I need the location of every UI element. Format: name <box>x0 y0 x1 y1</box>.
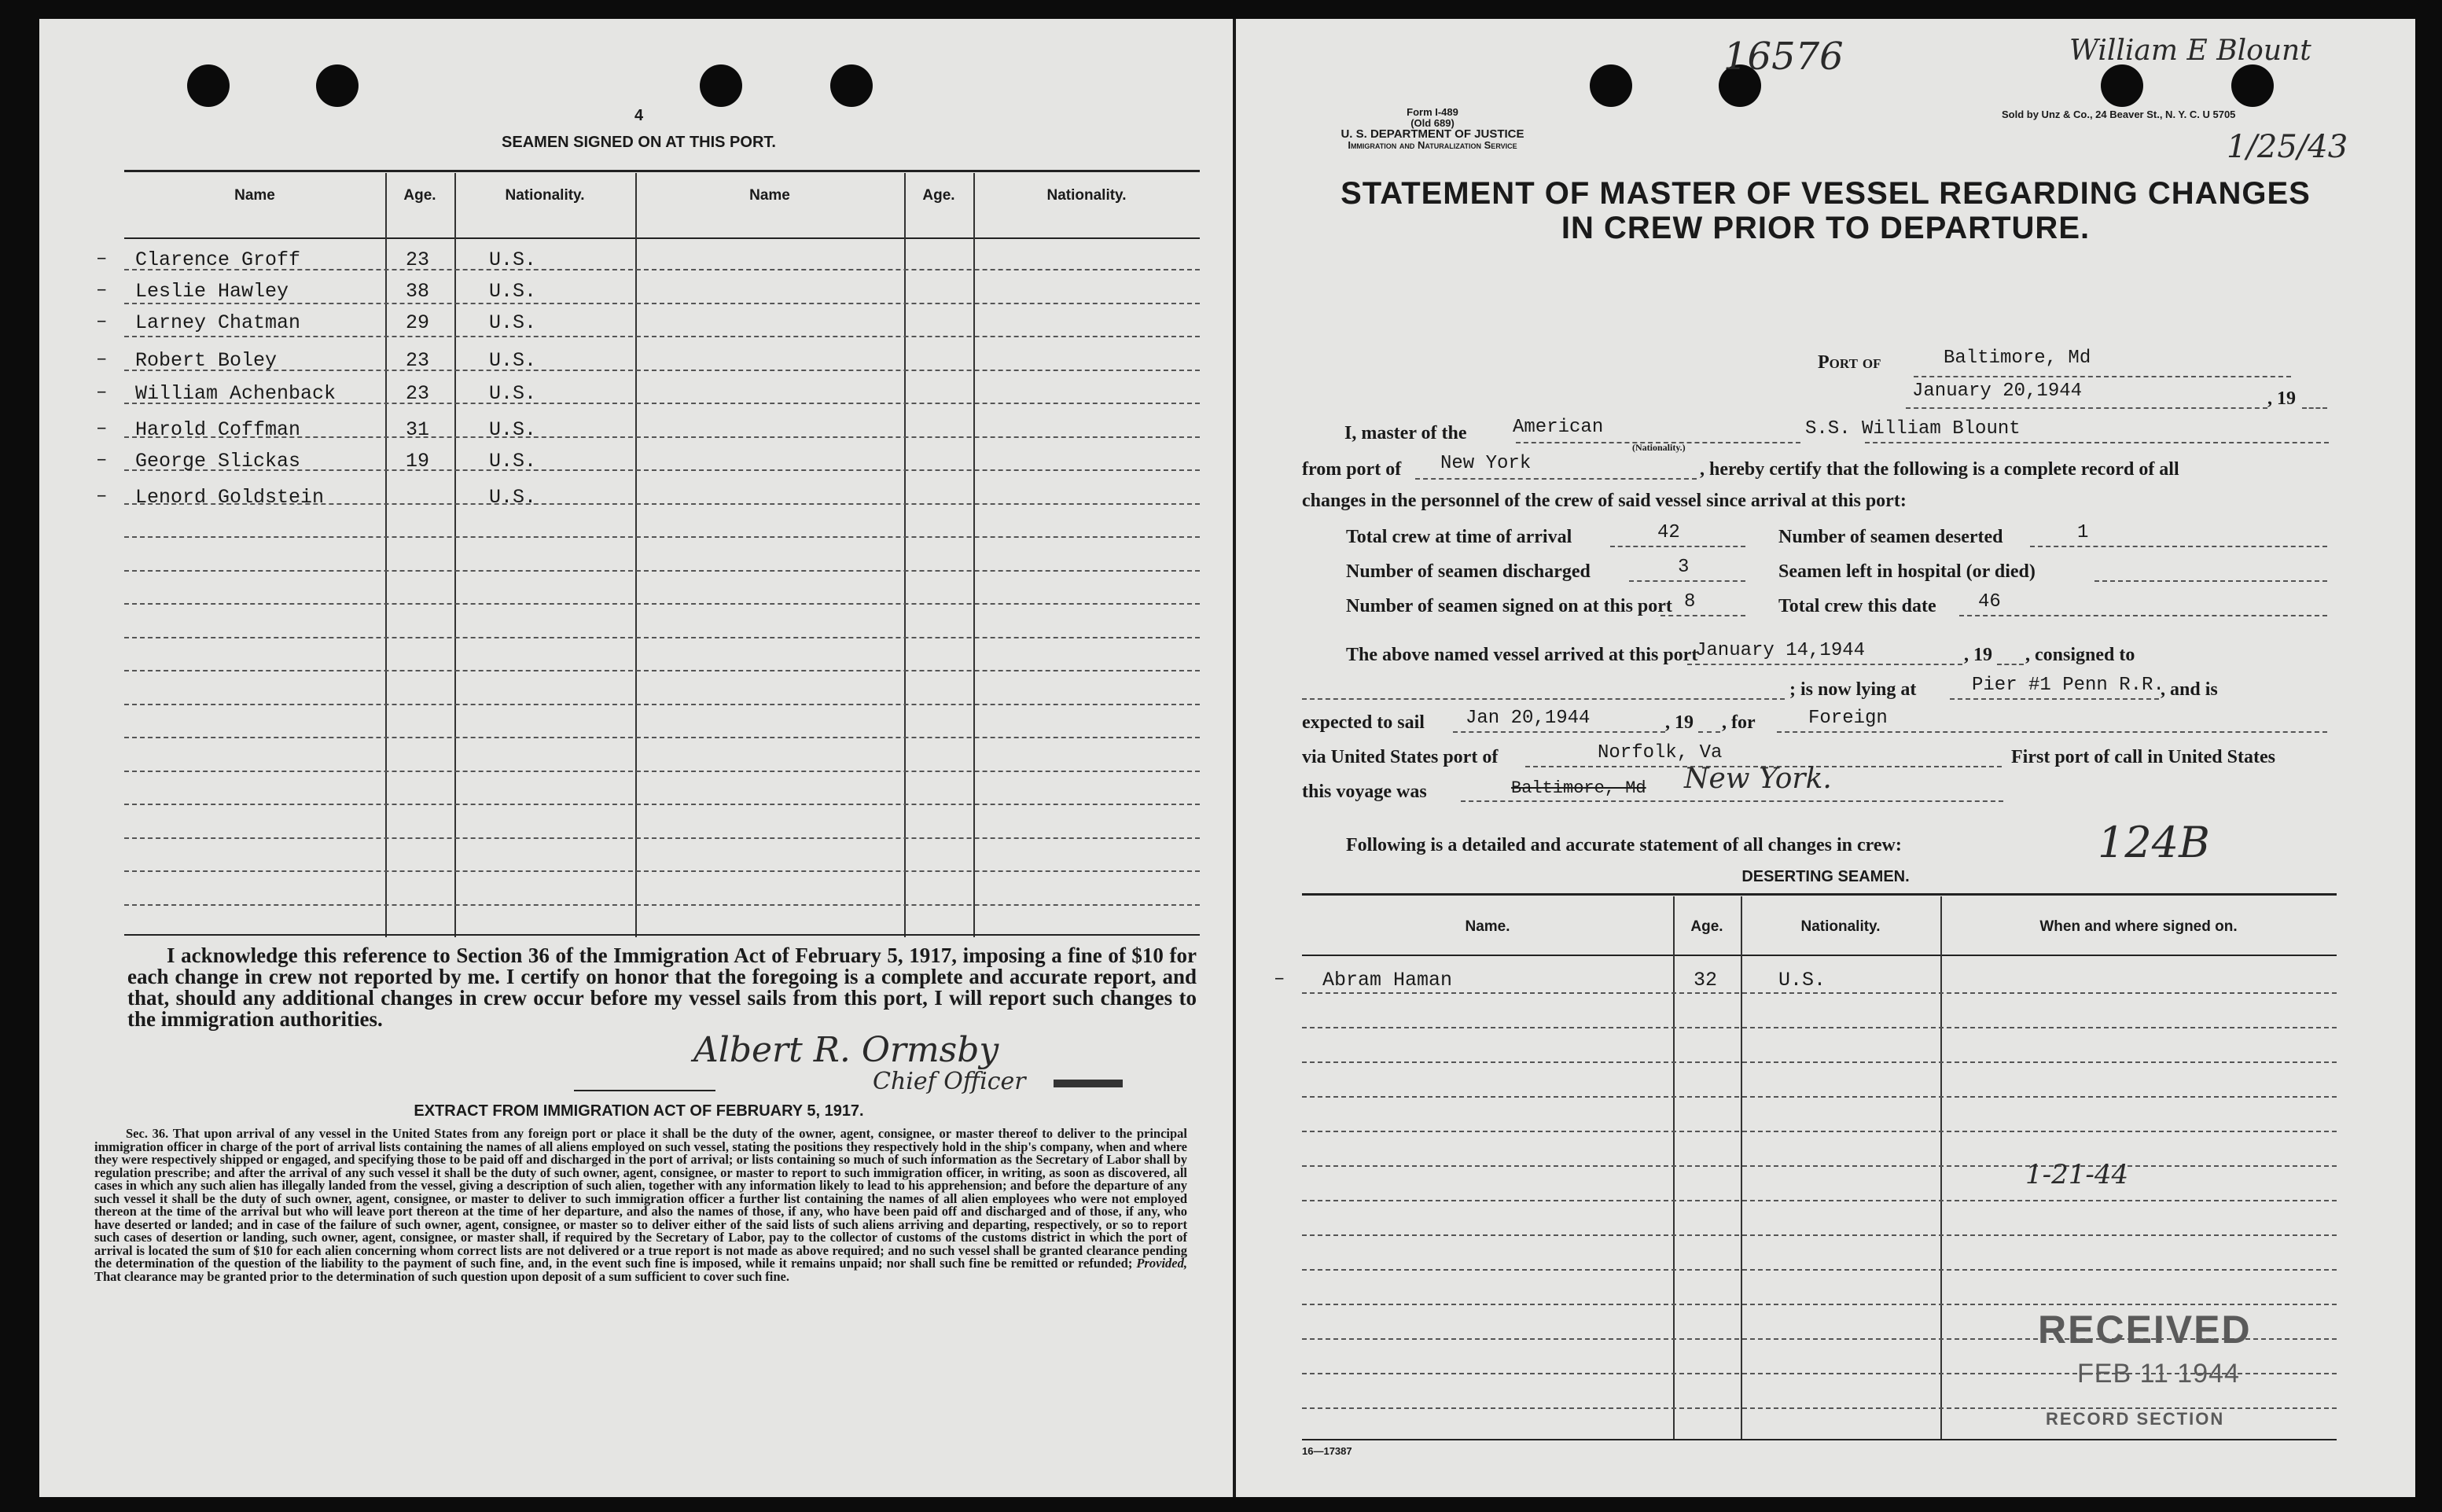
seaman-name: Leslie Hawley <box>135 280 289 303</box>
seaman-age: 31 <box>406 418 430 441</box>
ruled-line <box>124 904 1200 906</box>
section-heading: SEAMEN SIGNED ON AT THIS PORT. <box>502 134 776 151</box>
col-header-name: Name <box>749 187 790 204</box>
total-arrival-value: 42 <box>1657 522 1680 543</box>
via-value: Norfolk, Va <box>1598 742 1723 763</box>
ruled-line <box>1302 1304 2337 1305</box>
received-stamp-date: FEB 11 1944 <box>2077 1359 2240 1389</box>
signed-label: Number of seamen signed on at this port <box>1346 596 1672 616</box>
ruled-line <box>124 804 1200 805</box>
col-header-signed-on: When and where signed on. <box>2039 918 2238 935</box>
ruled-line <box>124 771 1200 772</box>
deserting-header-rule <box>1302 955 2337 956</box>
seaman-name: Clarence Groff <box>135 248 301 271</box>
punch-hole <box>2101 64 2143 107</box>
first-port-label: First port of call in United States <box>2011 747 2275 767</box>
arrived-year-underline <box>1997 664 2024 665</box>
total-arrival-underline <box>1610 546 1745 547</box>
for-value: Foreign <box>1808 708 1888 729</box>
deserter-name: Abram Haman <box>1322 969 1453 991</box>
extract-title: EXTRACT FROM IMMIGRATION ACT OF FEBRUARY 5, 1917. <box>414 1102 864 1120</box>
handwritten-note-date: 1-21-44 <box>2025 1159 2129 1190</box>
table-header-rule <box>124 237 1200 239</box>
vessel-underline <box>1865 442 2329 443</box>
ruled-line <box>124 370 1200 371</box>
column-divider <box>635 173 637 937</box>
seaman-name: Harold Coffman <box>135 418 301 441</box>
handwritten-code: 124B <box>2098 818 2210 867</box>
handwritten-vessel-name: William E Blount <box>2069 35 2311 67</box>
proviso-body: That clearance may be granted prior to the determination of such question upon deposit of a sum sufficient to cover such fine. <box>94 1268 789 1284</box>
deserter-age: 32 <box>1694 969 1718 991</box>
ruled-line <box>1302 1096 2337 1098</box>
col-header-nationality: Nationality. <box>1046 187 1127 204</box>
expected-year-underline <box>1698 731 1720 733</box>
ruled-line <box>124 737 1200 738</box>
signed-value: 8 <box>1684 591 1696 613</box>
punch-hole <box>2231 64 2274 107</box>
vessel-value: S.S. William Blount <box>1805 418 2021 440</box>
from-port-value: New York <box>1440 453 1532 474</box>
hospital-underline <box>2094 580 2327 582</box>
col-header-age: Age. <box>1690 918 1723 935</box>
title-line-1: STATEMENT OF MASTER OF VESSEL REGARDING CHANGES <box>1341 176 2311 211</box>
statute-text <box>94 1128 1187 1283</box>
handwritten-file-number: 16576 <box>1723 35 1844 79</box>
consignee-underline <box>1302 698 1785 700</box>
date-year-underline <box>2302 407 2327 409</box>
nationality-caption: (Nationality.) <box>1632 442 1686 453</box>
deserting-heading: DESERTING SEAMEN. <box>1741 868 1910 885</box>
master-prefix: I, master of the <box>1344 423 1467 443</box>
seaman-name: Larney Chatman <box>135 311 301 334</box>
acknowledgment-text: I acknowledge this reference to Section 36 of the Immigration Act of February 5, 1917, imposing a fine of $10 for each change in crew not reported by me. I certify on honor that the foregoing is a complete and accurate report, and that, should any additional changes in crew occur before my vessel sails from this port, I will report such changes to the immigration authorities. <box>127 944 1197 1031</box>
deserting-table-top <box>1302 893 2337 896</box>
seaman-age: 19 <box>406 450 430 473</box>
ruled-line <box>1302 1234 2337 1236</box>
nationality-value: American <box>1513 417 1604 438</box>
deserted-underline <box>2030 546 2327 547</box>
seaman-nationality: U.S. <box>489 450 537 473</box>
port-label: Port of <box>1818 352 1881 373</box>
date-suffix: , 19 <box>2267 388 2296 409</box>
from-port-underline <box>1415 478 1697 480</box>
deserted-value: 1 <box>2077 522 2089 543</box>
punch-hole <box>700 64 742 107</box>
punch-hole <box>1590 64 1632 107</box>
expected-value: Jan 20,1944 <box>1466 708 1591 729</box>
service: Immigration and Naturalization Service <box>1348 139 1517 151</box>
ruled-line <box>1302 1027 2337 1028</box>
column-divider <box>1940 896 1942 1439</box>
left-page: 4 SEAMEN SIGNED ON AT THIS PORT. Name Age. Nationality. Name Age. Nationality. – Clarence Groff 23 U.S. – Leslie Hawley 38 U.S. – Larney Chatman 29 U.S. – Robert Boley 23 U.S. – William Achenback 23 U.S. – Harold Coffman 31 U.S. – George Slickas 19 U.S. – Lenord Goldstein U.S. I acknowledge this reference to Section 36 of the Immigration Act of February 5, 1917, imposing a fine of $10 for each change in crew not reported by me. I certify on honor that the foregoing is a complete and accurate report, and that, should any additional changes in crew occur before my vessel sails from this port, I will report such changes to the immigration authorities. Albert R. Ormsby Chief Officer EXTRACT FROM IMMIGRATION ACT OF FEBRUARY 5, 1917. Sec. 36. That upon arrival of any vessel in the United States from any foreign port or place it shall be the duty of the owner, agent, consignee, or master thereof to deliver to the principal immigration officer in charge of the port of arrival lists containing the names of all aliens employed on such vessel, stating the positions they respectively hold in the ship's company, when and where they were respectively shipped or engaged, and specifying those to be paid off and discharged in the port of arrival; or lists containing so much of such information as the Secretary of Labor shall by regulation prescribe; and after the arrival of any such vessel it shall be the duty of such owner, agent, consignee, or master to report to such immigration officer, in writing, as soon as discovered, all cases in which any such alien has illegally landed from the vessel, giving a description of such alien, together with any information likely to lead to his apprehension; and before the departure of any such vessel it shall be the duty of such owner, agent, consignee, or master to deliver to such immigration officer a further list containing the names of all alien employees who were not employed thereon at the time of the arrival but who will leave port thereon at the time of her departure, and also the names of those, if any, who have been paid off and discharged and of those, if any, who have deserted or landed; and in case of the failure of such owner, agent, consignee, or master so to deliver either of the said lists of such aliens arriving and departing, respectively, or so to report such cases of desertion or landing, such owner, agent, consignee, or master shall, if required by the Secretary of Labor, pay to the collector of customs of the customs district in which the port of arrival is located the sum of $10 for each alien concerning whom correct lists are not delivered or a true report is not made as above required; and no such vessel shall be granted clearance pending the determination of the question of the liability to the payment of such fine, and, in the event such fine is imposed, while it remains unpaid; nor shall such fine be remitted or refunded; Provided, That clearance may be granted prior to the determination of such question upon deposit of a sum sufficient to cover such fine. <box>39 19 1238 1497</box>
ruled-line <box>124 570 1200 572</box>
ruled-line <box>1302 992 2337 994</box>
section-body: That upon arrival of any vessel in the United States from any foreign port or place it shall be the duty of the owner, agent, consignee, or master thereof to deliver to the principal immigration officer in charge of the port of arrival lists containing the names of all aliens employed on such vessel, stating the positions they respectively hold in the ship's company, when and where they were respectively shipped or engaged, and specifying those to be paid off and discharged in the port of arrival; or lists containing so much of such information as the Secretary of Labor shall by regulation prescribe; and after the arrival of any such vessel it shall be the duty of such owner, agent, consignee, or master to report to such immigration officer, in writing, as soon as discovered, all cases in which any such alien has illegally landed from the vessel, giving a description of such alien, together with any information likely to lead to his apprehension; and before the departure of any such vessel it shall be the duty of such owner, agent, consignee, or master to deliver to such immigration officer a further list containing the names of all alien employees who were not employed thereon at the time of the arrival but who will leave port thereon at the time of her departure, and also the names of those, if any, who have been paid off and discharged and of those, if any, who have deserted or landed; and in case of the failure of such owner, agent, consignee, or master so to deliver either of the said lists of such aliens arriving and departing, respectively, or so to report such cases of desertion or landing, such owner, agent, consignee, or master shall, if required by the Secretary of Labor, pay to the collector of customs of the customs district in which the port of arrival is located the sum of $10 for each alien concerning whom correct lists are not delivered or a true report is not made as above required; and no such vessel shall be granted clearance pending the determination of the question of the liability to the payment of such fine, and, in the event such fine is imposed, while it remains unpaid; nor shall such fine be remitted or refunded; <box>94 1126 1188 1271</box>
ruled-line <box>124 670 1200 671</box>
seaman-nationality: U.S. <box>489 418 537 441</box>
ruled-line <box>124 336 1200 337</box>
column-divider <box>385 173 387 937</box>
lying-label: ; is now lying at <box>1789 679 1917 700</box>
column-divider <box>1741 896 1742 1439</box>
printer-credit: Sold by Unz & Co., 24 Beaver St., N. Y. C. U 5705 <box>2002 109 2236 120</box>
expected-label: expected to sail <box>1302 712 1425 733</box>
column-divider <box>454 173 456 937</box>
ruled-line <box>124 704 1200 705</box>
total-arrival-label: Total crew at time of arrival <box>1346 527 1572 547</box>
record-section-stamp: RECORD SECTION <box>2046 1409 2225 1429</box>
ruled-line <box>1302 1165 2337 1167</box>
ruled-line <box>1302 1061 2337 1063</box>
voyage-label: this voyage was <box>1302 782 1427 802</box>
seaman-age: 29 <box>406 311 430 334</box>
expected-suffix: , 19 <box>1665 712 1694 733</box>
date-underline <box>1906 407 2267 409</box>
received-stamp: RECEIVED <box>2038 1308 2252 1352</box>
handwritten-date: 1/25/43 <box>2227 129 2348 165</box>
col-header-nationality: Nationality. <box>505 187 585 204</box>
title-line-2: IN CREW PRIOR TO DEPARTURE. <box>1561 211 2091 245</box>
seaman-nationality: U.S. <box>489 486 537 509</box>
ruled-line <box>1302 1131 2337 1132</box>
voyage-handwritten-value: New York. <box>1684 763 1832 795</box>
col-header-age: Age. <box>403 187 436 204</box>
ruled-line <box>124 637 1200 638</box>
seaman-age: 23 <box>406 382 430 405</box>
ruled-line <box>124 303 1200 304</box>
right-page: 16576 William E Blount 1/25/43 Form I-489 (Old 689) U. S. DEPARTMENT OF JUSTICE Immigration and Naturalization Service Sold by Unz & Co., 24 Beaver St., N. Y. C. U 5705 STATEMENT OF MASTER OF VESSEL REGARDING CHANGES IN CREW PRIOR TO DEPARTURE. Port of Baltimore, Md January 20,1944 , 19 I, master of the American (Nationality.) S.S. William Blount from port of New York , hereby certify that the following is a complete record of all changes in the personnel of the crew of said vessel since arrival at this port: Total crew at time of arrival 42 Number of seamen deserted 1 Number of seamen discharged 3 Seamen left in hospital (or died) Number of seamen signed on at this port 8 Total crew this date 46 The above named vessel arrived at this port January 14,1944 , 19 , consigned to ; is now lying at Pier #1 Penn R.R. , and is expected to sail Jan 20,1944 , 19 , for Foreign via United States port of Norfolk, Va First port of call in United States this voyage was Baltimore, Md New York. Following is a detailed and accurate statement of all changes in crew: 124B DESERTING SEAMEN. Name. Age. Nationality. When and where signed on. – Abram Haman 32 U.S. 1-21-44 RECEIVED FEB 11 1944 RECORD SECTION 16—17387 <box>1233 19 2415 1497</box>
date-value: January 20,1944 <box>1912 381 2083 402</box>
for-label: , for <box>1722 712 1756 733</box>
footer-code: 16—17387 <box>1302 1445 1352 1457</box>
from-port-label: from port of <box>1302 459 1402 480</box>
column-divider <box>904 173 906 937</box>
table-top-rule <box>124 170 1200 172</box>
proviso-label: Provided, <box>1136 1256 1187 1271</box>
total-date-underline <box>1959 615 2327 616</box>
signed-underline <box>1660 615 1745 616</box>
port-value: Baltimore, Md <box>1944 348 2091 369</box>
form-id: Form I-489 <box>1407 106 1458 118</box>
seaman-age: 23 <box>406 248 430 271</box>
signature-line <box>574 1090 715 1091</box>
punch-hole <box>187 64 230 107</box>
table-bottom-rule <box>124 934 1200 936</box>
expected-underline <box>1453 731 1665 733</box>
seaman-name: Lenord Goldstein <box>135 486 325 509</box>
column-divider <box>1673 896 1675 1439</box>
punch-hole <box>830 64 873 107</box>
page-number: 4 <box>634 107 644 124</box>
form-title <box>1283 176 2368 245</box>
via-label: via United States port of <box>1302 747 1499 767</box>
arrived-value: January 14,1944 <box>1695 640 1866 661</box>
seaman-name: William Achenback <box>135 382 337 405</box>
deserting-table-bottom <box>1302 1439 2337 1440</box>
seaman-nationality: U.S. <box>489 311 537 334</box>
consigned-label: , consigned to <box>2025 645 2135 665</box>
signature-title: Chief Officer <box>873 1068 1026 1095</box>
col-header-name: Name. <box>1465 918 1510 935</box>
redaction-mark <box>1054 1080 1123 1087</box>
col-header-name: Name <box>234 187 275 204</box>
voyage-struck-value: Baltimore, Md <box>1511 778 1646 798</box>
punch-hole <box>316 64 359 107</box>
ruled-line <box>1302 1200 2337 1201</box>
seaman-nationality: U.S. <box>489 248 537 271</box>
seaman-age: 23 <box>406 349 430 372</box>
signature: Albert R. Ormsby <box>693 1030 999 1070</box>
arrived-underline <box>1687 664 1962 665</box>
deserter-nationality: U.S. <box>1778 969 1826 991</box>
ruled-line <box>124 603 1200 605</box>
seaman-nationality: U.S. <box>489 382 537 405</box>
arrived-suffix: , 19 <box>1964 645 1992 665</box>
changes-text: changes in the personnel of the crew of said vessel since arrival at this port: <box>1302 491 1907 511</box>
lying-underline <box>1950 698 2159 700</box>
port-underline <box>1914 376 2291 377</box>
section-label: Sec. 36. <box>126 1126 169 1141</box>
following-text: Following is a detailed and accurate statement of all changes in crew: <box>1346 835 1902 855</box>
column-divider <box>973 173 975 937</box>
col-header-age: Age. <box>922 187 955 204</box>
ruled-line <box>124 870 1200 872</box>
arrived-label: The above named vessel arrived at this port <box>1346 645 1698 665</box>
and-is-text: , and is <box>2161 679 2218 700</box>
seaman-name: George Slickas <box>135 450 301 473</box>
seaman-nationality: U.S. <box>489 349 537 372</box>
voyage-underline <box>1461 800 2003 802</box>
lying-value: Pier #1 Penn R.R. <box>1972 675 2164 696</box>
ruled-line <box>124 536 1200 538</box>
for-underline <box>1777 731 2327 733</box>
seaman-name: Robert Boley <box>135 349 278 372</box>
certify-text: , hereby certify that the following is a complete record of all <box>1700 459 2179 480</box>
seaman-nationality: U.S. <box>489 280 537 303</box>
deserted-label: Number of seamen deserted <box>1778 527 2003 547</box>
discharged-label: Number of seamen discharged <box>1346 561 1591 582</box>
discharged-value: 3 <box>1678 557 1690 578</box>
seaman-age: 38 <box>406 280 430 303</box>
hospital-label: Seamen left in hospital (or died) <box>1778 561 2036 582</box>
department: U. S. DEPARTMENT OF JUSTICE <box>1341 127 1524 141</box>
ruled-line <box>1302 1269 2337 1271</box>
form-header <box>1283 107 1582 151</box>
total-date-value: 46 <box>1978 591 2001 613</box>
total-date-label: Total crew this date <box>1778 596 1936 616</box>
ruled-line <box>124 837 1200 839</box>
col-header-nationality: Nationality. <box>1800 918 1881 935</box>
discharged-underline <box>1629 580 1745 582</box>
form-old: (Old 689) <box>1410 117 1455 129</box>
